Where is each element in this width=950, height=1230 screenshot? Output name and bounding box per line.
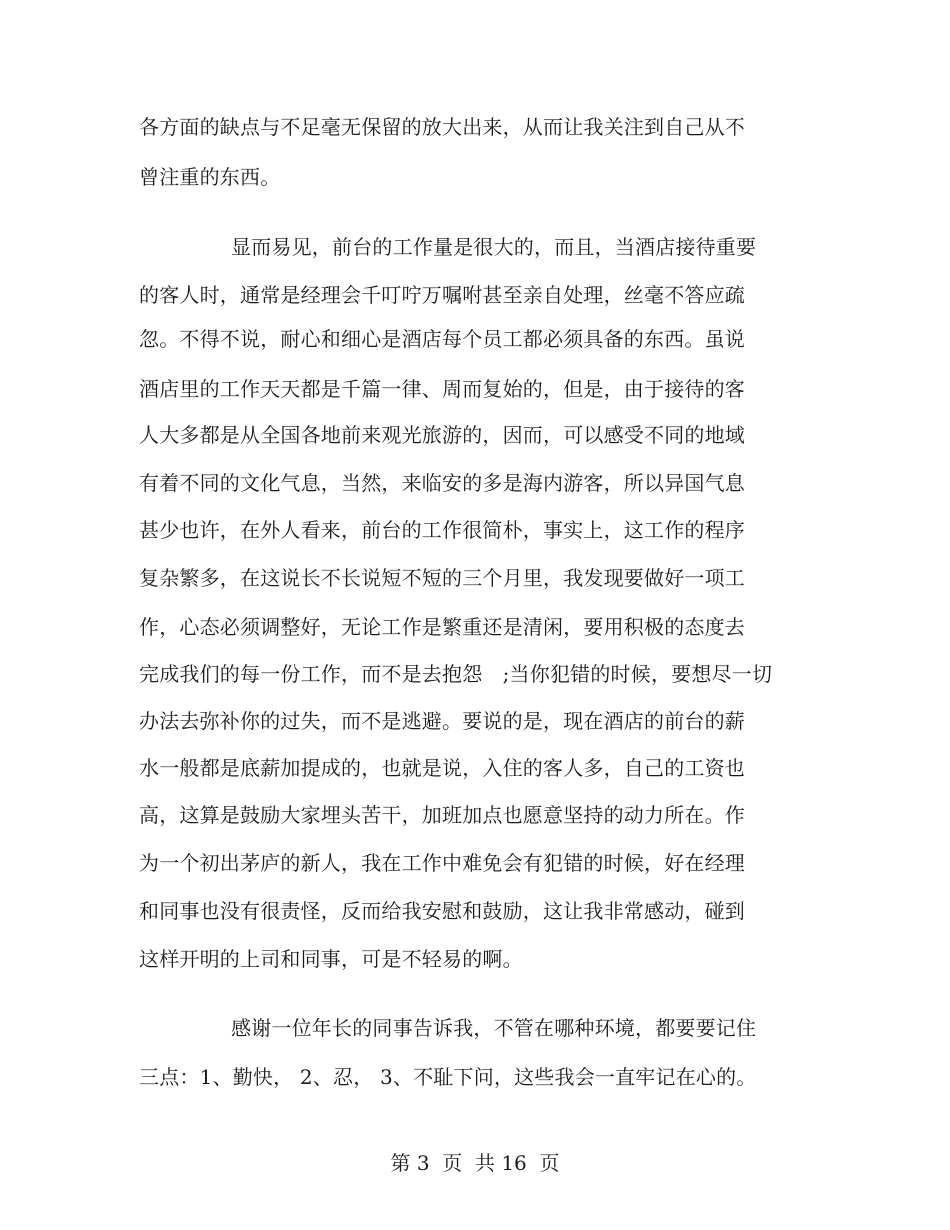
text-line: 这样开明的上司和同事，可是不轻易的啊。 [139,947,523,971]
page-number-footer: 第 3 页 共 16 页 [390,1151,560,1175]
text-line: 作，心态必须调整好，无论工作是繁重还是清闲，要用积极的态度去 [139,615,745,639]
text-line: 水一般都是底薪加提成的，也就是说，入住的客人多，自己的工资也 [139,756,745,780]
text-line: 办法去弥补你的过失，而不是逃避。要说的是，现在酒店的前台的薪 [139,709,745,733]
text-line: 各方面的缺点与不足毫无保留的放大出来，从而让我关注到自己从不 [139,115,745,139]
text-line: 为一个初出茅庐的新人，我在工作中难免会有犯错的时候，好在经理 [139,851,745,875]
text-line: 高，这算是鼓励大家埋头苦干，加班加点也愿意坚持的动力所在。作 [139,803,745,827]
text-line: 曾注重的东西。 [139,165,281,189]
text-line: 和同事也没有很责怪，反而给我安慰和鼓励，这让我非常感动，碰到 [139,899,745,923]
text-line: 忽。不得不说，耐心和细心是酒店每个员工都必须具备的东西。虽说 [139,327,745,351]
text-line: 有着不同的文化气息，当然，来临安的多是海内游客，所以异国气息 [139,471,745,495]
paragraph-first-line: 感谢一位年长的同事告诉我，不管在哪种环境，都要要记住 [231,1016,757,1040]
text-line: 的客人时，通常是经理会千叮咛万嘱咐甚至亲自处理，丝毫不答应疏 [139,283,745,307]
paragraph-first-line: 显而易见，前台的工作量是很大的，而且，当酒店接待重要 [231,235,757,259]
text-line: 三点：1、勤快， 2、忍， 3、不耻下问，这些我会一直牢记在心的。 [139,1065,757,1089]
text-line: 酒店里的工作天天都是千篇一律、周而复始的，但是，由于接待的客 [139,377,745,401]
text-line: 复杂繁多，在这说长不长说短不短的三个月里，我发现要做好一项工 [139,566,745,590]
text-line: 甚少也许，在外人看来，前台的工作很简朴，事实上，这工作的程序 [139,518,745,542]
text-line: 人大多都是从全国各地前来观光旅游的，因而，可以感受不同的地域 [139,423,745,447]
text-line: 完成我们的每一份工作，而不是去抱怨 ;当你犯错的时候，要想尽一切 [139,662,773,686]
